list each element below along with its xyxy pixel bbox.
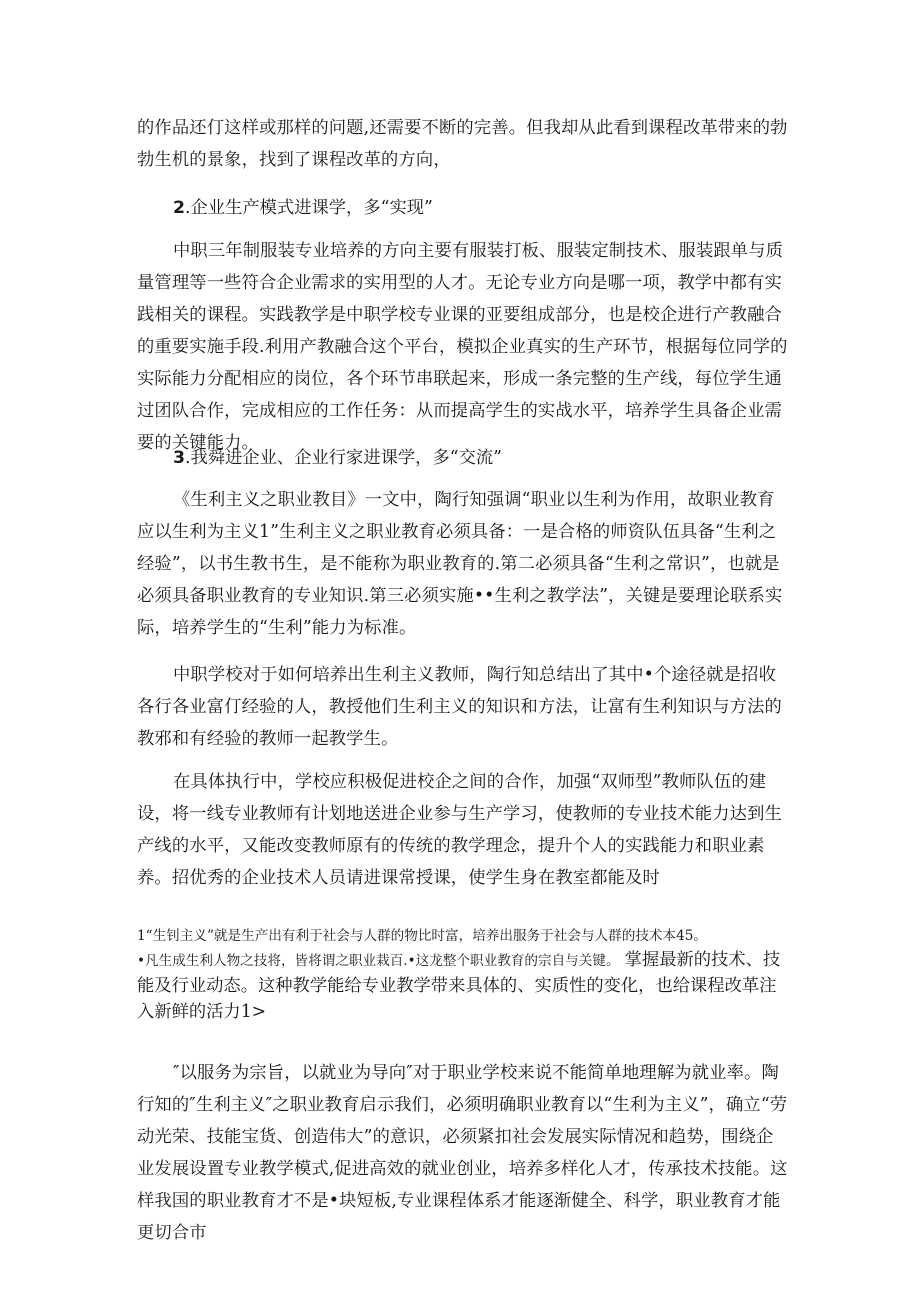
footnote-block — [137, 926, 789, 1025]
section-title: .企业生产模式进课学，多“实现” — [185, 198, 433, 218]
paragraph-shengli-zhuyi: 《生利主义之职业教目》一文中，陶行知强调“职业以生利为作用，故职业教育应以生利为主义1”生利主义之职业教育必须具备：一是合格的师资队伍具备“生利之经验”，以书生教书生，是不能称为职业教育的.第二必须具备“生利之常识”，也就是必须具备职业教育的专业知识.第三必须实施••生利之教学法”，关键是要理论联系实际，培养学生的“生利”能力为标准。 — [137, 490, 783, 638]
section-heading-2 — [173, 192, 793, 224]
paragraph-continuation: 的作品还仃这样或那样的问题,还需要不断的完善。但我却从此看到课程改革带来的勃勃生机的景象，找到了课程改革的方向， — [137, 118, 788, 170]
footnote-continuation-text: 掌握最新的技术、技能及行业动态。这种教学能给专业教学带来具体的、实质性的变化，也给课程改革注入新鲜的活力1> — [137, 950, 781, 1022]
section-heading-3 — [173, 442, 793, 474]
section-number: 2 — [173, 198, 186, 218]
paragraph-service-employment: ″以服务为宗旨，以就业为导向″对于职业学校来说不能简单地理解为就业率。陶行知的″生利主义″之职业教育启示我们，必须明确职业教育以“生利为主义”，确立“劳动光荣、技能宝货、创造伟大”的意识，必须紧扣社会发展实际情况和趋势，围绕企业发展设置专业教学模式,促进高效的就业创业，培养多样化人才，传承技术技能。这样我国的职业教育才不是•块短板,专业课程体系才能逐渐健全、科学，职业教育才能更切合市 — [137, 1063, 788, 1243]
paragraph-school-enterprise: 在具体执行中，学校应积极促进校企之间的合作，加强“双师型”教师队伍的建设，将一线专业教师有计划地送进企业参与生产学习，使教师的专业技术能力达到生产线的水平，又能改变教师原有的传统的教学理念，提升个人的实践能力和职业素养。招优秀的企业技术人员请进课常授课，使学生身在教室都能及时 — [137, 772, 782, 888]
footnote-line: •凡生成生利人物之技将，皆将谓之职业栽百.•这龙整个职业教育的宗自与关键。 — [137, 953, 620, 969]
footnote-line: 1“生钊主义”就是生产出有利于社会与人群的物比时富，培养出服务于社会与人群的技术本45。 — [137, 928, 707, 944]
section-number: 3 — [173, 448, 186, 468]
section-title: .我舜进企业、企业行家进课学，多“交流” — [185, 448, 502, 468]
paragraph-teacher-training: 中职学校对于如何培养出生利主义教师，陶行知总结出了其中•个途径就是招收各行各业富仃经验的人，教授他们生利主义的知识和方法，让富有生利知识与方法的教邪和有经验的教师一起教学生。 — [137, 665, 782, 749]
paragraph-practice-teaching: 中职三年制服装专业培养的方向主要有服装打板、服装定制技术、服装跟单与质量管理等一些符合企业需求的实用型的人才。无论专业方向是哪一项，教学中都有实践相关的课程。实践教学是中职学校专业课的亚要组成部分，也是校企进行产教融合的重要实施手段.利用产教融合这个平台，模拟企业真实的生产环节，根据每位同学的实际能力分配相应的岗位，各个环节串联起来，形成一条完整的生产线，每位学生通过团队合作，完成相应的工作任务：从而提高学生的实战水平，培养学生具备企业需要的关键能力。 — [137, 241, 788, 453]
